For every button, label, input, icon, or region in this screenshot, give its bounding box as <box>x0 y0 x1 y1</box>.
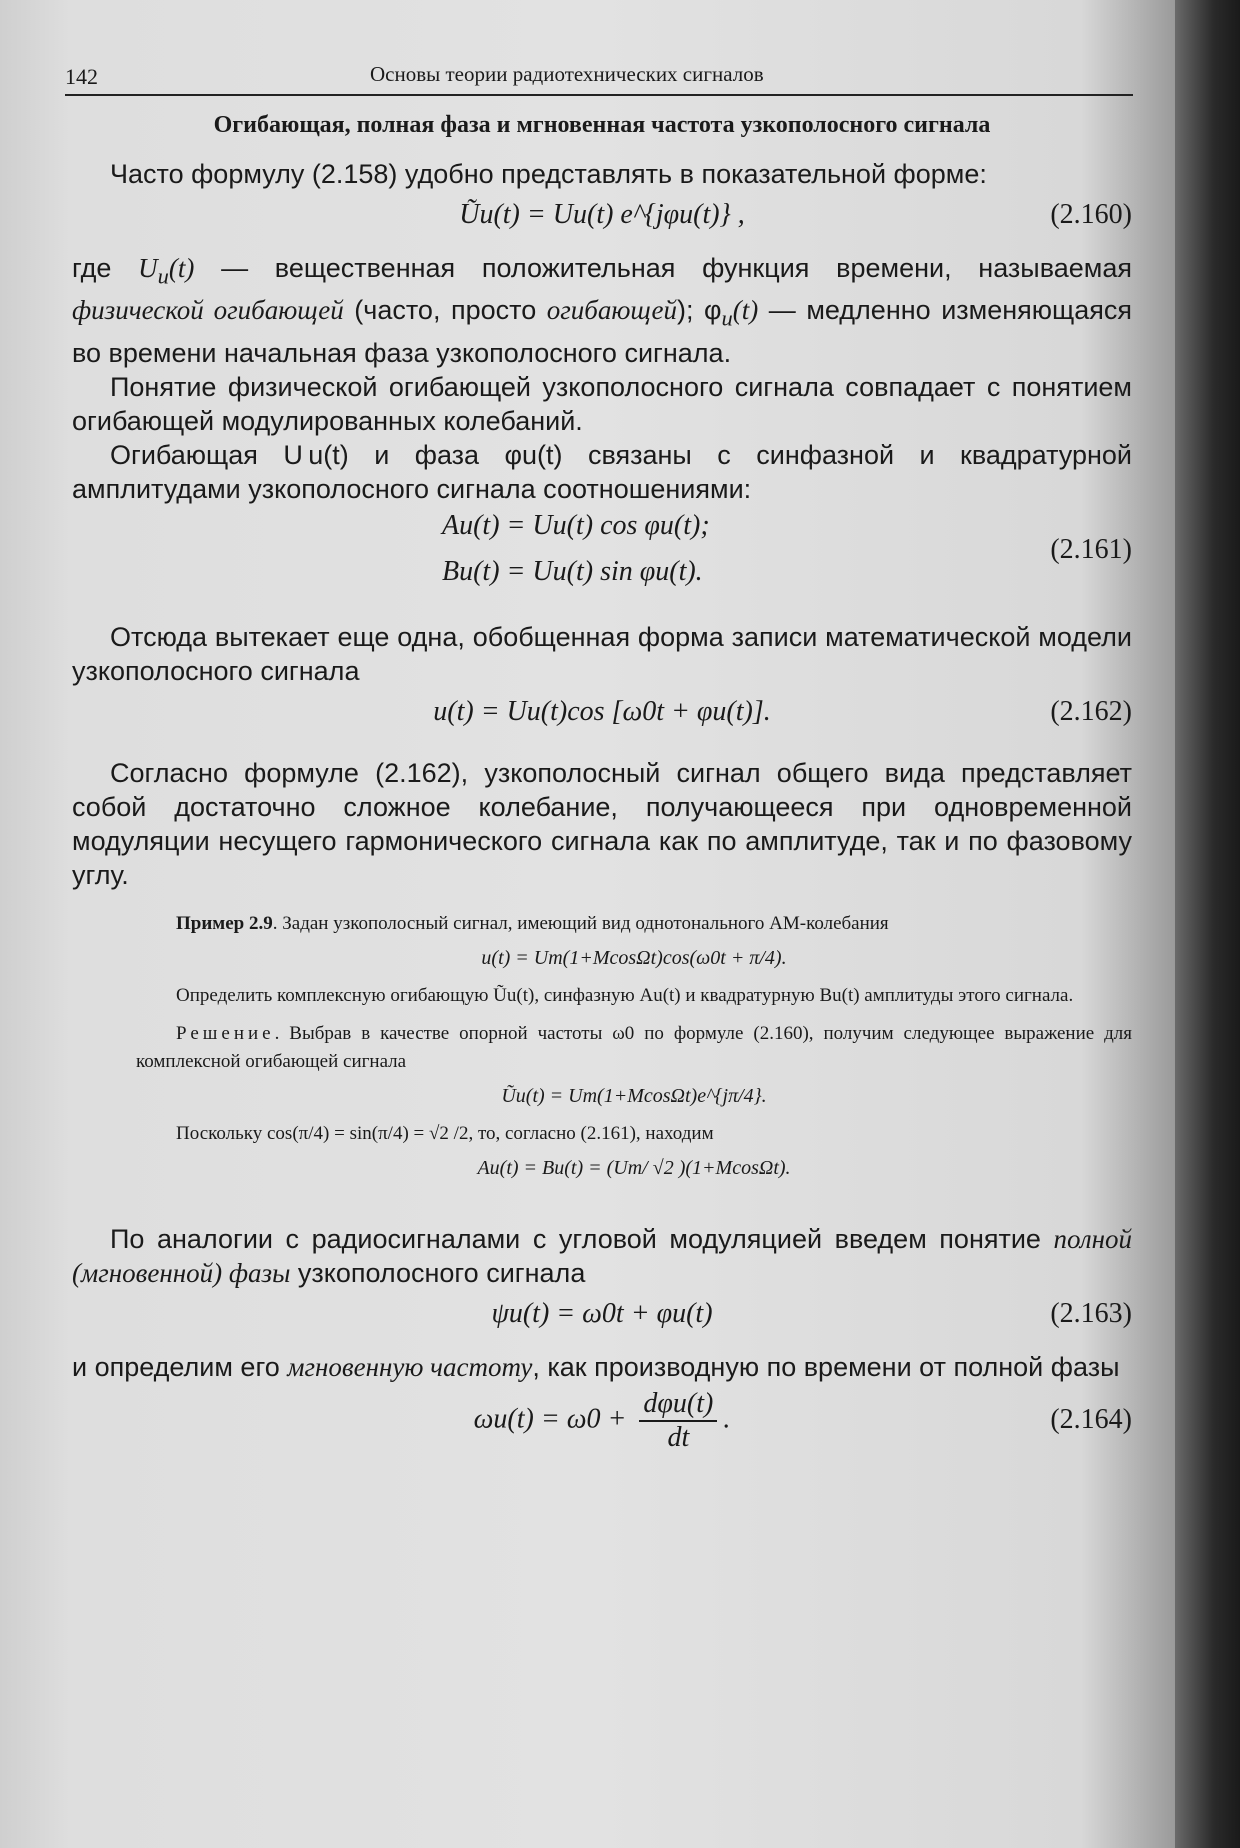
paragraph: где $U_u(t)$ — вещественная положительная функция времени, называемая физической огибающей (часто, просто огибающей); $\varphi_u(t)$ — медленно изменяющаяся во времени начальная фаза узкополосного сигнала. <box>72 253 1132 368</box>
equation-line: Bu(t) = Uu(t) sin φu(t). <box>442 555 703 587</box>
equation-expression: u(t) = Uu(t)cos [ω0t + φu(t)]. <box>433 695 771 727</box>
equation-line: Au(t) = Uu(t) cos φu(t); <box>442 509 710 541</box>
equation-number: (2.163) <box>1050 1297 1132 1329</box>
page-number: 142 <box>65 64 98 89</box>
example-task: Определить комплексную огибающую Ũu(t), синфазную Au(t) и квадратурную Bu(t) амплитуды этого сигнала. <box>176 984 1074 1006</box>
paragraph: Часто формулу (2.158) удобно представлять в показательной форме: <box>110 159 987 189</box>
example-text: Поскольку cos(π/4) = sin(π/4) = √2 /2, то, согласно (2.161), находим <box>176 1122 714 1144</box>
example-block: Пример 2.9. Задан узкополосный сигнал, имеющий вид однотонального АМ-колебания u(t) = Um(1+McosΩt)cos(ω0t + π/4). Определить комплексную огибающую Ũu(t), синфазную Au(t) и квадратурную Bu(t) амплитуды этого сигнала. Решение. Выбрав в качестве опорной частоты ω0 по формуле (2.160), получим следующее выражение для комплексной огибающей сигнала Ũu(t) = Um(1+McosΩt)e^{jπ/4}. Поскольку cos(π/4) = sin(π/4) = √2 /2, то, согласно (2.161), находим Au(t) = Bu(t) = (Um/ √2 )(1+McosΩt). <box>136 910 1132 1182</box>
book-spine-shadow <box>1175 0 1240 1848</box>
equation-expression: ψu(t) = ω0t + φu(t) <box>491 1297 713 1329</box>
equation-2-164 <box>72 1384 1132 1454</box>
fraction: $\frac{\text{dφu(t)}}{dt}$ <box>639 1388 717 1454</box>
section-title: Огибающая, полная фаза и мгновенная частота узкополосного сигнала <box>213 112 991 138</box>
equation-number: (2.160) <box>1050 199 1132 230</box>
paragraph: Понятие физической огибающей узкополосного сигнала совпадает с понятием огибающей модулированных колебаний. <box>72 371 1132 436</box>
equation-2-163 <box>72 1290 1132 1340</box>
equation-number: (2.164) <box>1050 1403 1132 1435</box>
example-equation: u(t) = Um(1+McosΩt)cos(ω0t + π/4). <box>481 946 787 969</box>
paragraph: Согласно формуле (2.162), узкополосный сигнал общего вида представляет собой достаточно сложное колебание, получающееся при одновременной модуляции несущего гармонического сигнала как по амплитуде, так и по фазовому углу. <box>72 757 1132 890</box>
equation-2-160 <box>72 191 1132 241</box>
example-equation: Au(t) = Bu(t) = (Um/ √2 )(1+McosΩt). <box>477 1156 791 1179</box>
paragraph: Отсюда вытекает еще одна, обобщенная форма записи математической модели узкополосного сигнала <box>72 621 1132 686</box>
paragraph: и определим его мгновенную частоту, как производную по времени от полной фазы <box>72 1351 1120 1382</box>
equation-number: (2.161) <box>1050 533 1132 565</box>
solution-label: Решение <box>176 1022 275 1044</box>
paragraph: Огибающая U u(t) и фаза φu(t) связаны с синфазной и квадратурной амплитудами узкополосного сигнала соотношениями: <box>72 439 1132 504</box>
example-label: Пример 2.9 <box>176 912 273 934</box>
equation-expression: ωu(t) = ω0 + $\frac{\text{dφu(t)}}{dt}$ . <box>473 1387 731 1453</box>
equation-2-161 <box>72 506 1132 602</box>
example-equation: Ũu(t) = Um(1+McosΩt)e^{jπ/4}. <box>501 1084 767 1107</box>
page-header <box>65 62 1133 96</box>
equation-number: (2.162) <box>1050 695 1132 727</box>
page-content <box>72 112 1132 1454</box>
paragraph: По аналогии с радиосигналами с угловой модуляцией введем понятие полной (мгновенной) фазы узкополосного сигнала <box>72 1223 1132 1288</box>
equation-2-162 <box>72 688 1132 738</box>
equation-expression: Ũu(t) = Uu(t) e^{jφu(t)} , <box>459 199 745 230</box>
running-title: Основы теории радиотехнических сигналов <box>370 62 764 86</box>
